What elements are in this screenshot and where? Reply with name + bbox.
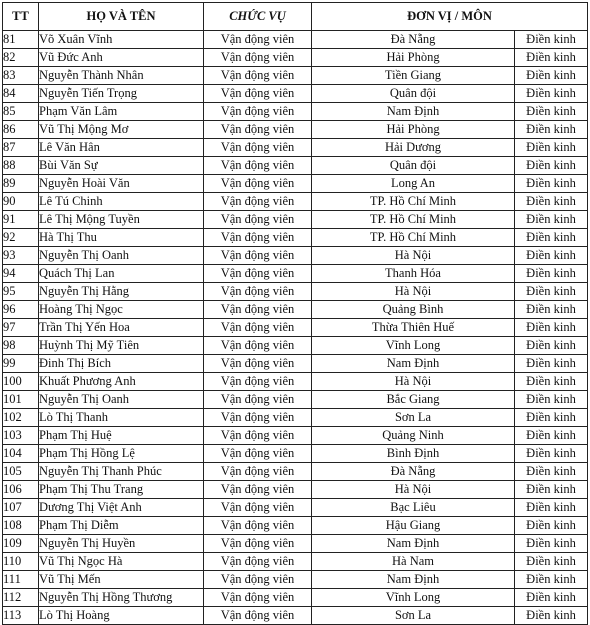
cell-tt: 104 <box>3 445 39 463</box>
cell-name: Phạm Thị Thu Trang <box>39 481 204 499</box>
cell-sport: Điền kinh <box>515 427 588 445</box>
cell-name: Nguyễn Thị Oanh <box>39 391 204 409</box>
cell-name: Phạm Thị Hồng Lệ <box>39 445 204 463</box>
cell-tt: 107 <box>3 499 39 517</box>
cell-tt: 84 <box>3 85 39 103</box>
cell-sport: Điền kinh <box>515 283 588 301</box>
cell-sport: Điền kinh <box>515 67 588 85</box>
cell-unit: Nam Định <box>312 355 515 373</box>
cell-sport: Điền kinh <box>515 49 588 67</box>
cell-role: Vận động viên <box>204 445 312 463</box>
cell-tt: 81 <box>3 31 39 49</box>
table-row <box>3 391 588 409</box>
cell-tt: 106 <box>3 481 39 499</box>
cell-role: Vận động viên <box>204 553 312 571</box>
cell-role: Vận động viên <box>204 247 312 265</box>
header-role: CHỨC VỤ <box>204 3 312 31</box>
cell-unit: Quảng Bình <box>312 301 515 319</box>
cell-sport: Điền kinh <box>515 175 588 193</box>
cell-tt: 89 <box>3 175 39 193</box>
cell-sport: Điền kinh <box>515 463 588 481</box>
header-name: HỌ VÀ TÊN <box>39 3 204 31</box>
cell-sport: Điền kinh <box>515 355 588 373</box>
table-row <box>3 121 588 139</box>
cell-name: Phạm Thị Diễm <box>39 517 204 535</box>
cell-name: Hoàng Thị Ngọc <box>39 301 204 319</box>
table-row <box>3 193 588 211</box>
cell-unit: Tiền Giang <box>312 67 515 85</box>
table-header <box>3 3 588 31</box>
cell-role: Vận động viên <box>204 301 312 319</box>
cell-unit: Hải Phòng <box>312 49 515 67</box>
table-row <box>3 553 588 571</box>
cell-unit: Thanh Hóa <box>312 265 515 283</box>
table-row <box>3 49 588 67</box>
cell-unit: TP. Hồ Chí Minh <box>312 193 515 211</box>
cell-tt: 83 <box>3 67 39 85</box>
cell-role: Vận động viên <box>204 355 312 373</box>
table-row <box>3 373 588 391</box>
cell-role: Vận động viên <box>204 607 312 625</box>
cell-unit: Bạc Liêu <box>312 499 515 517</box>
cell-tt: 82 <box>3 49 39 67</box>
cell-role: Vận động viên <box>204 31 312 49</box>
table-row <box>3 607 588 625</box>
cell-name: Nguyễn Thị Hồng Thương <box>39 589 204 607</box>
table-row <box>3 31 588 49</box>
table-row <box>3 571 588 589</box>
cell-role: Vận động viên <box>204 319 312 337</box>
table-row <box>3 589 588 607</box>
cell-tt: 95 <box>3 283 39 301</box>
cell-tt: 91 <box>3 211 39 229</box>
cell-tt: 88 <box>3 157 39 175</box>
table-body <box>3 31 588 625</box>
cell-name: Vũ Thị Ngọc Hà <box>39 553 204 571</box>
cell-sport: Điền kinh <box>515 103 588 121</box>
cell-unit: Nam Định <box>312 571 515 589</box>
cell-tt: 92 <box>3 229 39 247</box>
cell-name: Lê Tú Chinh <box>39 193 204 211</box>
cell-unit: TP. Hồ Chí Minh <box>312 211 515 229</box>
header-unit: ĐƠN VỊ / MÔN <box>312 3 588 31</box>
cell-name: Hà Thị Thu <box>39 229 204 247</box>
cell-sport: Điền kinh <box>515 31 588 49</box>
cell-unit: Sơn La <box>312 409 515 427</box>
cell-role: Vận động viên <box>204 481 312 499</box>
cell-name: Đinh Thị Bích <box>39 355 204 373</box>
cell-unit: Hà Nội <box>312 283 515 301</box>
header-row <box>3 3 588 31</box>
cell-sport: Điền kinh <box>515 139 588 157</box>
cell-name: Lò Thị Hoàng <box>39 607 204 625</box>
cell-sport: Điền kinh <box>515 301 588 319</box>
table-row <box>3 229 588 247</box>
cell-unit: Quân đội <box>312 85 515 103</box>
cell-sport: Điền kinh <box>515 391 588 409</box>
table-row <box>3 409 588 427</box>
cell-name: Phạm Thị Huệ <box>39 427 204 445</box>
cell-unit: Hải Phòng <box>312 121 515 139</box>
cell-sport: Điền kinh <box>515 499 588 517</box>
table-row <box>3 139 588 157</box>
cell-tt: 93 <box>3 247 39 265</box>
cell-sport: Điền kinh <box>515 247 588 265</box>
cell-sport: Điền kinh <box>515 517 588 535</box>
cell-sport: Điền kinh <box>515 373 588 391</box>
table-row <box>3 499 588 517</box>
cell-unit: Bắc Giang <box>312 391 515 409</box>
cell-role: Vận động viên <box>204 337 312 355</box>
cell-sport: Điền kinh <box>515 319 588 337</box>
cell-tt: 85 <box>3 103 39 121</box>
cell-name: Vũ Đức Anh <box>39 49 204 67</box>
cell-role: Vận động viên <box>204 211 312 229</box>
cell-name: Nguyễn Tiến Trọng <box>39 85 204 103</box>
table-row <box>3 175 588 193</box>
cell-unit: TP. Hồ Chí Minh <box>312 229 515 247</box>
cell-role: Vận động viên <box>204 265 312 283</box>
cell-sport: Điền kinh <box>515 265 588 283</box>
table-row <box>3 517 588 535</box>
cell-unit: Hải Dương <box>312 139 515 157</box>
cell-name: Nguyễn Thị Oanh <box>39 247 204 265</box>
cell-sport: Điền kinh <box>515 481 588 499</box>
cell-tt: 110 <box>3 553 39 571</box>
cell-role: Vận động viên <box>204 409 312 427</box>
header-tt: TT <box>3 3 39 31</box>
cell-unit: Đà Nẵng <box>312 31 515 49</box>
cell-tt: 98 <box>3 337 39 355</box>
cell-role: Vận động viên <box>204 589 312 607</box>
cell-unit: Nam Định <box>312 535 515 553</box>
cell-role: Vận động viên <box>204 229 312 247</box>
cell-name: Bùi Văn Sự <box>39 157 204 175</box>
table-row <box>3 283 588 301</box>
cell-role: Vận động viên <box>204 463 312 481</box>
cell-tt: 97 <box>3 319 39 337</box>
cell-name: Võ Xuân Vĩnh <box>39 31 204 49</box>
cell-unit: Sơn La <box>312 607 515 625</box>
cell-unit: Quảng Ninh <box>312 427 515 445</box>
cell-tt: 94 <box>3 265 39 283</box>
cell-sport: Điền kinh <box>515 445 588 463</box>
cell-unit: Thừa Thiên Huế <box>312 319 515 337</box>
cell-tt: 96 <box>3 301 39 319</box>
cell-tt: 113 <box>3 607 39 625</box>
cell-name: Khuất Phương Anh <box>39 373 204 391</box>
cell-sport: Điền kinh <box>515 607 588 625</box>
cell-sport: Điền kinh <box>515 535 588 553</box>
table-row <box>3 103 588 121</box>
cell-tt: 90 <box>3 193 39 211</box>
cell-tt: 101 <box>3 391 39 409</box>
cell-tt: 102 <box>3 409 39 427</box>
cell-name: Lò Thị Thanh <box>39 409 204 427</box>
cell-role: Vận động viên <box>204 139 312 157</box>
cell-tt: 99 <box>3 355 39 373</box>
cell-unit: Đà Nẵng <box>312 463 515 481</box>
cell-sport: Điền kinh <box>515 409 588 427</box>
cell-name: Lê Văn Hân <box>39 139 204 157</box>
table-row <box>3 535 588 553</box>
cell-name: Phạm Văn Lâm <box>39 103 204 121</box>
cell-unit: Vĩnh Long <box>312 589 515 607</box>
cell-role: Vận động viên <box>204 121 312 139</box>
cell-sport: Điền kinh <box>515 553 588 571</box>
cell-role: Vận động viên <box>204 535 312 553</box>
cell-unit: Hà Nội <box>312 481 515 499</box>
cell-unit: Hà Nội <box>312 373 515 391</box>
cell-role: Vận động viên <box>204 373 312 391</box>
cell-unit: Vĩnh Long <box>312 337 515 355</box>
cell-name: Nguyễn Thị Hằng <box>39 283 204 301</box>
table-row <box>3 265 588 283</box>
table-row <box>3 337 588 355</box>
cell-sport: Điền kinh <box>515 589 588 607</box>
cell-tt: 111 <box>3 571 39 589</box>
cell-name: Vũ Thị Mộng Mơ <box>39 121 204 139</box>
cell-role: Vận động viên <box>204 67 312 85</box>
cell-role: Vận động viên <box>204 391 312 409</box>
table-row <box>3 247 588 265</box>
cell-unit: Hậu Giang <box>312 517 515 535</box>
cell-unit: Quân đội <box>312 157 515 175</box>
cell-sport: Điền kinh <box>515 85 588 103</box>
cell-unit: Nam Định <box>312 103 515 121</box>
cell-unit: Bình Định <box>312 445 515 463</box>
cell-sport: Điền kinh <box>515 211 588 229</box>
table-row <box>3 157 588 175</box>
cell-name: Lê Thị Mộng Tuyền <box>39 211 204 229</box>
table-row <box>3 85 588 103</box>
cell-sport: Điền kinh <box>515 193 588 211</box>
cell-tt: 109 <box>3 535 39 553</box>
cell-name: Nguyễn Thị Huyền <box>39 535 204 553</box>
cell-role: Vận động viên <box>204 103 312 121</box>
cell-role: Vận động viên <box>204 157 312 175</box>
cell-tt: 112 <box>3 589 39 607</box>
table-row <box>3 427 588 445</box>
cell-sport: Điền kinh <box>515 121 588 139</box>
cell-role: Vận động viên <box>204 175 312 193</box>
table-row <box>3 463 588 481</box>
table-row <box>3 481 588 499</box>
cell-role: Vận động viên <box>204 571 312 589</box>
table-row <box>3 211 588 229</box>
cell-sport: Điền kinh <box>515 229 588 247</box>
cell-role: Vận động viên <box>204 499 312 517</box>
cell-name: Vũ Thị Mến <box>39 571 204 589</box>
cell-role: Vận động viên <box>204 85 312 103</box>
cell-tt: 100 <box>3 373 39 391</box>
table-row <box>3 355 588 373</box>
cell-unit: Hà Nam <box>312 553 515 571</box>
cell-role: Vận động viên <box>204 427 312 445</box>
table-row <box>3 67 588 85</box>
cell-role: Vận động viên <box>204 193 312 211</box>
cell-tt: 105 <box>3 463 39 481</box>
cell-name: Quách Thị Lan <box>39 265 204 283</box>
cell-name: Nguyễn Thị Thanh Phúc <box>39 463 204 481</box>
cell-tt: 103 <box>3 427 39 445</box>
cell-tt: 86 <box>3 121 39 139</box>
cell-sport: Điền kinh <box>515 157 588 175</box>
cell-name: Dương Thị Việt Anh <box>39 499 204 517</box>
cell-role: Vận động viên <box>204 283 312 301</box>
cell-tt: 108 <box>3 517 39 535</box>
cell-role: Vận động viên <box>204 49 312 67</box>
athlete-roster-table <box>2 2 588 625</box>
cell-role: Vận động viên <box>204 517 312 535</box>
table-row <box>3 445 588 463</box>
cell-unit: Hà Nội <box>312 247 515 265</box>
table-row <box>3 301 588 319</box>
cell-name: Nguyễn Hoài Văn <box>39 175 204 193</box>
cell-sport: Điền kinh <box>515 337 588 355</box>
cell-sport: Điền kinh <box>515 571 588 589</box>
cell-name: Trần Thị Yến Hoa <box>39 319 204 337</box>
cell-name: Huỳnh Thị Mỹ Tiên <box>39 337 204 355</box>
cell-tt: 87 <box>3 139 39 157</box>
cell-unit: Long An <box>312 175 515 193</box>
cell-name: Nguyễn Thành Nhân <box>39 67 204 85</box>
table-row <box>3 319 588 337</box>
